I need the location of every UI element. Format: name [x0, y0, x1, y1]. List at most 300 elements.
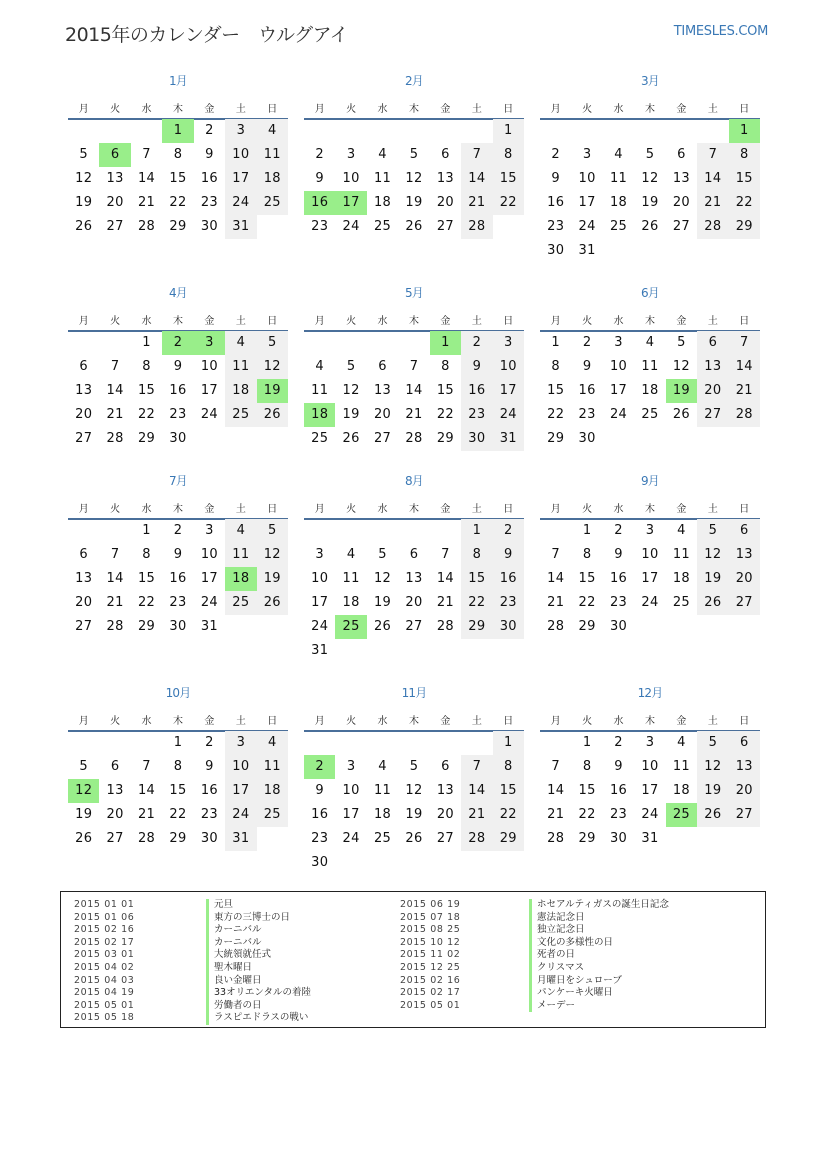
weekday-header: 水 [141, 104, 152, 115]
weekday-header: 木 [172, 716, 183, 727]
day-cell: 18 [225, 379, 256, 403]
holiday-name: 死者の日 [529, 949, 669, 962]
day-cell: 13 [75, 571, 93, 586]
day-cell: 21 [547, 807, 565, 822]
day-cell: 27 [729, 803, 760, 827]
day-cell: 6 [697, 331, 728, 355]
weekday-header: 日 [503, 716, 514, 727]
day-cell: 23 [200, 807, 218, 822]
weekday-header: 月 [78, 104, 89, 115]
day-cell: 28 [729, 403, 760, 427]
day-cell: 6 [677, 147, 686, 162]
day-cell: 21 [547, 595, 565, 610]
day-cell: 13 [672, 171, 690, 186]
day-cell: 6 [79, 359, 88, 374]
holiday-date: 2015 11 02 [400, 949, 461, 961]
day-cell: 2 [493, 519, 524, 543]
holiday-day-cell: 19 [666, 379, 697, 403]
day-cell: 25 [672, 595, 690, 610]
holiday-names-left [206, 899, 311, 1025]
weekday-header: 土 [235, 104, 246, 115]
day-cell: 23 [547, 219, 565, 234]
day-cell: 14 [697, 167, 728, 191]
weekday-header: 火 [582, 716, 593, 727]
day-cell: 20 [729, 567, 760, 591]
day-cell: 3 [614, 335, 623, 350]
day-cell: 4 [257, 731, 288, 755]
weekday-header: 火 [346, 104, 357, 115]
day-cell: 25 [257, 191, 288, 215]
day-cell: 20 [697, 379, 728, 403]
holiday-name: カーニバル [206, 924, 311, 937]
weekday-header: 土 [471, 104, 482, 115]
day-cell: 25 [225, 403, 256, 427]
day-cell: 4 [315, 359, 324, 374]
day-cell: 16 [609, 783, 628, 798]
day-cell: 13 [729, 543, 760, 567]
weekday-header: 土 [235, 504, 246, 515]
day-cell: 28 [547, 831, 565, 846]
day-cell: 21 [405, 407, 423, 422]
weekday-header: 月 [78, 316, 89, 327]
day-cell: 8 [441, 359, 450, 374]
day-cell: 8 [551, 359, 560, 374]
day-cell: 15 [493, 779, 524, 803]
day-cell: 3 [346, 147, 356, 162]
day-cell: 23 [461, 403, 492, 427]
weekday-header: 金 [676, 504, 687, 515]
day-cell: 4 [378, 147, 387, 162]
day-cell: 17 [493, 379, 524, 403]
day-cell: 24 [225, 803, 256, 827]
day-cell: 30 [200, 831, 218, 846]
weekday-header: 日 [739, 316, 750, 327]
day-cell: 27 [373, 431, 392, 446]
weekday-header: 水 [377, 316, 388, 327]
day-cell: 10 [342, 171, 360, 186]
day-cell: 16 [169, 571, 187, 586]
day-cell: 30 [200, 219, 218, 234]
day-cell: 23 [578, 407, 596, 422]
day-cell: 3 [225, 731, 256, 755]
day-cell: 23 [609, 807, 628, 822]
day-cell: 26 [75, 831, 93, 846]
day-cell: 9 [315, 171, 324, 186]
day-cell: 4 [677, 735, 686, 750]
day-cell: 11 [342, 571, 360, 586]
day-cell: 30 [547, 243, 565, 258]
day-cell: 31 [641, 831, 659, 846]
day-cell: 17 [641, 571, 659, 586]
day-cell: 30 [609, 619, 628, 634]
day-cell: 16 [311, 807, 329, 822]
day-cell: 7 [461, 143, 492, 167]
day-cell: 13 [373, 383, 392, 398]
day-cell: 4 [378, 759, 387, 774]
day-cell: 10 [200, 359, 218, 374]
weekday-header: 木 [644, 316, 655, 327]
day-cell: 20 [373, 407, 392, 422]
day-cell: 28 [106, 619, 124, 634]
day-cell: 2 [173, 523, 183, 538]
day-cell: 18 [672, 571, 690, 586]
month-title: 3月 [640, 74, 660, 88]
day-cell: 8 [582, 759, 592, 774]
day-cell: 22 [729, 191, 760, 215]
day-cell: 31 [200, 619, 218, 634]
day-cell: 10 [311, 571, 329, 586]
day-cell: 23 [493, 591, 524, 615]
day-cell: 10 [609, 359, 628, 374]
day-cell: 30 [169, 431, 187, 446]
day-cell: 11 [257, 143, 288, 167]
month-title: 2月 [404, 74, 424, 88]
holiday-date: 2015 02 16 [74, 924, 135, 936]
holiday-name: パンケーキ火曜日 [529, 987, 669, 1000]
holiday-day-cell: 1 [729, 119, 760, 143]
header-rule [304, 118, 524, 120]
day-cell: 4 [677, 523, 686, 538]
day-cell: 21 [461, 803, 492, 827]
day-cell: 9 [315, 783, 324, 798]
day-cell: 7 [142, 147, 151, 162]
day-cell: 13 [697, 355, 728, 379]
day-cell: 2 [461, 331, 492, 355]
holiday-name: 大統領就任式 [206, 949, 311, 962]
weekday-header: 金 [440, 504, 451, 515]
day-cell: 29 [729, 215, 760, 239]
weekday-header: 水 [141, 316, 152, 327]
month-title: 11月 [401, 686, 427, 700]
holiday-date: 2015 10 12 [400, 936, 461, 948]
day-cell: 24 [609, 407, 628, 422]
day-cell: 11 [311, 383, 329, 398]
day-cell: 24 [342, 219, 360, 234]
holiday-day-cell: 1 [162, 119, 193, 143]
weekday-header: 土 [235, 316, 246, 327]
weekday-header: 日 [739, 716, 750, 727]
day-cell: 5 [79, 759, 88, 774]
holiday-name: ホセアルティガスの誕生日記念 [529, 899, 669, 912]
day-cell: 1 [551, 335, 560, 350]
day-cell: 24 [578, 219, 596, 234]
day-cell: 16 [200, 783, 218, 798]
holiday-date: 2015 04 19 [74, 987, 135, 999]
day-cell: 24 [225, 191, 256, 215]
day-cell: 29 [578, 831, 596, 846]
holiday-name: 月曜日をシュローブ [529, 975, 669, 988]
holiday-dates-left [74, 899, 134, 1025]
day-cell: 24 [641, 807, 659, 822]
month-title: 12月 [637, 686, 663, 700]
weekday-header: 木 [408, 716, 419, 727]
holiday-day-cell: 25 [335, 615, 366, 639]
weekday-header: 金 [440, 104, 451, 115]
weekday-header: 火 [110, 104, 121, 115]
weekday-header: 火 [346, 716, 357, 727]
day-cell: 27 [697, 403, 728, 427]
day-cell: 26 [641, 219, 659, 234]
day-cell: 22 [493, 803, 524, 827]
day-cell: 23 [169, 595, 187, 610]
holiday-date: 2015 04 03 [74, 974, 135, 986]
day-cell: 20 [672, 195, 690, 210]
weekday-header: 金 [440, 716, 451, 727]
day-cell: 13 [729, 755, 760, 779]
day-cell: 16 [578, 383, 596, 398]
day-cell: 23 [311, 831, 329, 846]
day-cell: 22 [578, 595, 596, 610]
day-cell: 15 [436, 383, 454, 398]
day-cell: 21 [137, 807, 156, 822]
weekday-header: 金 [204, 716, 215, 727]
day-cell: 24 [200, 407, 218, 422]
day-cell: 20 [75, 407, 93, 422]
day-cell: 9 [173, 359, 183, 374]
day-cell: 29 [547, 431, 565, 446]
day-cell: 2 [614, 735, 623, 750]
holiday-names-right [529, 899, 669, 1012]
day-cell: 10 [493, 355, 524, 379]
holiday-day-cell: 3 [194, 331, 225, 355]
day-cell: 11 [373, 171, 392, 186]
day-cell: 8 [582, 547, 592, 562]
weekday-header: 日 [739, 504, 750, 515]
holiday-day-cell: 6 [99, 143, 130, 167]
day-cell: 3 [645, 735, 655, 750]
holiday-date: 2015 05 18 [74, 1012, 135, 1024]
holiday-date: 2015 04 02 [74, 961, 135, 973]
day-cell: 18 [672, 783, 690, 798]
holiday-date: 2015 06 19 [400, 899, 461, 910]
day-cell: 27 [405, 619, 423, 634]
month-title: 1月 [168, 74, 188, 88]
day-cell: 12 [257, 355, 288, 379]
weekday-header: 日 [267, 104, 278, 115]
month-title: 4月 [168, 286, 188, 300]
day-cell: 5 [697, 519, 728, 543]
day-cell: 5 [409, 147, 419, 162]
day-cell: 16 [609, 571, 628, 586]
day-cell: 5 [645, 147, 655, 162]
day-cell: 25 [311, 431, 329, 446]
holiday-date: 2015 05 01 [400, 999, 461, 1011]
day-cell: 15 [169, 171, 187, 186]
day-cell: 13 [436, 171, 454, 186]
day-cell: 4 [225, 519, 256, 543]
day-cell: 16 [493, 567, 524, 591]
calendar-grid [68, 72, 760, 872]
weekday-header: 金 [204, 504, 215, 515]
weekday-header: 木 [408, 316, 419, 327]
day-cell: 30 [493, 615, 524, 639]
day-cell: 6 [409, 547, 419, 562]
day-cell: 8 [142, 359, 151, 374]
day-cell: 3 [346, 759, 356, 774]
day-cell: 11 [225, 355, 256, 379]
day-cell: 10 [200, 547, 218, 562]
holiday-day-cell: 12 [68, 779, 99, 803]
day-cell: 17 [225, 779, 256, 803]
day-cell: 17 [200, 571, 218, 586]
day-cell: 12 [405, 783, 423, 798]
day-cell: 3 [645, 523, 655, 538]
day-cell: 5 [697, 731, 728, 755]
holiday-day-cell: 2 [162, 331, 193, 355]
month-title: 9月 [640, 474, 660, 488]
day-cell: 3 [582, 147, 592, 162]
day-cell: 11 [609, 171, 628, 186]
day-cell: 25 [641, 407, 659, 422]
day-cell: 22 [436, 407, 454, 422]
weekday-header: 水 [613, 504, 624, 515]
day-cell: 21 [106, 407, 124, 422]
day-cell: 10 [641, 547, 659, 562]
day-cell: 12 [405, 171, 423, 186]
day-cell: 19 [405, 195, 423, 210]
day-cell: 9 [551, 171, 560, 186]
day-cell: 2 [551, 147, 560, 162]
holiday-date: 2015 02 17 [74, 936, 135, 948]
day-cell: 13 [405, 571, 423, 586]
day-cell: 12 [697, 755, 728, 779]
day-cell: 22 [578, 807, 596, 822]
day-cell: 30 [461, 427, 492, 451]
day-cell: 8 [493, 143, 524, 167]
holiday-day-cell: 25 [666, 803, 697, 827]
day-cell: 2 [582, 335, 592, 350]
day-cell: 17 [609, 383, 628, 398]
day-cell: 15 [493, 167, 524, 191]
day-cell: 9 [173, 547, 183, 562]
holiday-day-cell: 17 [335, 191, 366, 215]
day-cell: 30 [169, 619, 187, 634]
day-cell: 20 [729, 779, 760, 803]
day-cell: 7 [551, 759, 560, 774]
day-cell: 21 [436, 595, 454, 610]
day-cell: 14 [461, 167, 492, 191]
day-cell: 22 [137, 595, 156, 610]
weekday-header: 水 [141, 716, 152, 727]
day-cell: 14 [405, 383, 423, 398]
day-cell: 27 [75, 619, 93, 634]
day-cell: 1 [493, 119, 524, 143]
day-cell: 7 [409, 359, 419, 374]
weekday-header: 水 [377, 104, 388, 115]
weekday-header: 金 [676, 316, 687, 327]
day-cell: 9 [614, 547, 623, 562]
day-cell: 4 [346, 547, 356, 562]
weekday-header: 月 [550, 716, 561, 727]
day-cell: 6 [110, 759, 120, 774]
day-cell: 19 [75, 195, 93, 210]
weekday-header: 日 [267, 716, 278, 727]
day-cell: 14 [547, 571, 565, 586]
day-cell: 9 [493, 543, 524, 567]
day-cell: 25 [609, 219, 628, 234]
day-cell: 26 [75, 219, 93, 234]
day-cell: 15 [547, 383, 565, 398]
day-cell: 21 [729, 379, 760, 403]
day-cell: 28 [461, 827, 492, 851]
day-cell: 26 [697, 803, 728, 827]
weekday-header: 土 [471, 316, 482, 327]
site-brand-link[interactable]: TIMESLES.COM [673, 24, 768, 39]
weekday-header: 日 [503, 504, 514, 515]
day-cell: 15 [169, 783, 187, 798]
day-cell: 4 [645, 335, 655, 350]
day-cell: 19 [373, 595, 392, 610]
day-cell: 23 [609, 595, 628, 610]
month-title: 8月 [404, 474, 424, 488]
weekday-header: 金 [440, 316, 451, 327]
weekday-header: 月 [314, 316, 325, 327]
day-cell: 11 [373, 783, 392, 798]
weekday-header: 日 [503, 316, 514, 327]
day-cell: 28 [106, 431, 124, 446]
day-cell: 6 [378, 359, 387, 374]
day-cell: 28 [405, 431, 423, 446]
day-cell: 17 [311, 595, 329, 610]
weekday-header: 水 [613, 104, 624, 115]
day-cell: 29 [137, 619, 156, 634]
weekday-header: 木 [172, 316, 183, 327]
day-cell: 30 [311, 855, 329, 870]
day-cell: 14 [137, 171, 156, 186]
day-cell: 22 [493, 191, 524, 215]
day-cell: 5 [346, 359, 356, 374]
day-cell: 26 [257, 591, 288, 615]
day-cell: 18 [342, 595, 360, 610]
day-cell: 19 [405, 807, 423, 822]
weekday-header: 木 [644, 504, 655, 515]
day-cell: 8 [461, 543, 492, 567]
holiday-day-cell: 18 [304, 403, 335, 427]
weekday-header: 土 [707, 316, 718, 327]
day-cell: 5 [677, 335, 686, 350]
day-cell: 28 [137, 831, 156, 846]
weekday-header: 土 [471, 504, 482, 515]
day-cell: 19 [257, 567, 288, 591]
holiday-day-cell: 19 [257, 379, 288, 403]
day-cell: 5 [378, 547, 387, 562]
day-cell: 27 [672, 219, 690, 234]
day-cell: 4 [614, 147, 623, 162]
weekday-header: 月 [314, 104, 325, 115]
day-cell: 12 [641, 171, 659, 186]
holiday-date: 2015 07 18 [400, 911, 461, 923]
day-cell: 12 [75, 171, 93, 186]
day-cell: 19 [697, 779, 728, 803]
day-cell: 2 [205, 735, 214, 750]
day-cell: 24 [311, 619, 329, 634]
day-cell: 16 [461, 379, 492, 403]
day-cell: 31 [225, 215, 256, 239]
day-cell: 3 [205, 523, 214, 538]
day-cell: 7 [551, 547, 560, 562]
holiday-name: 33オリエンタルの着陸 [206, 987, 311, 1000]
day-cell: 25 [225, 591, 256, 615]
weekday-header: 月 [78, 504, 89, 515]
day-cell: 20 [405, 595, 423, 610]
day-cell: 18 [373, 195, 392, 210]
weekday-header: 月 [550, 504, 561, 515]
holiday-name: 元旦 [206, 899, 311, 912]
day-cell: 8 [142, 547, 151, 562]
day-cell: 24 [493, 403, 524, 427]
day-cell: 8 [173, 147, 183, 162]
day-cell: 13 [106, 783, 124, 798]
